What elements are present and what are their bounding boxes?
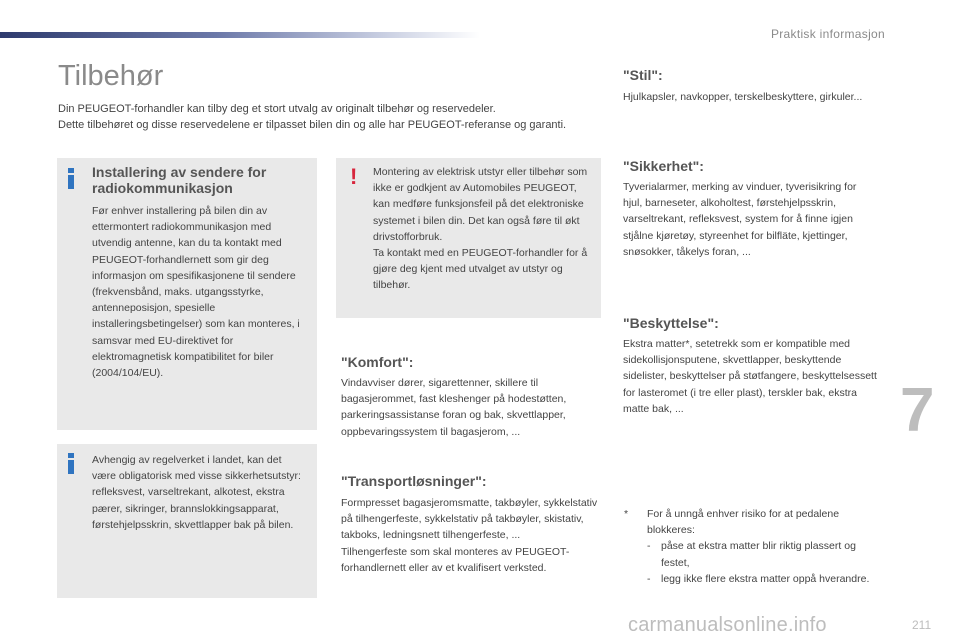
footnote-bullet — [647, 571, 884, 587]
intro-paragraph — [58, 101, 598, 133]
transport-text-2: Tilhengerfeste som skal monteres av PEUGEOT-forhandlernett eller av et kvalifisert verksted. — [341, 545, 570, 574]
exclamation-icon: ! — [350, 164, 358, 189]
page-number: 211 — [912, 618, 932, 632]
sikkerhet-text: Tyverialarmer, merking av vinduer, tyverisikring for hjul, barneseter, alkoholtest, førstehjelpsskrin, varseltrekant, refleksvest, system for å finne igjen stjålne kjøretøy, styreenhet for bilfläte, kjettinger, snøsokker, tåkelys foran, ... — [623, 181, 857, 258]
bullet-dash: - — [647, 540, 651, 553]
section-label: Praktisk informasjon — [770, 27, 885, 41]
footnote-bullet-2: legg ikke flere ekstra matter oppå hverandre. — [661, 572, 870, 585]
watermark: carmanualsonline.info — [628, 614, 827, 636]
legal-text: Avhengig av regelverket i landet, kan det være obligatorisk med visse sikkerhetsutstyr: refleksvest, varseltrekant, alkotest, ekstra pærer, sikringer, brannslokkingsapparat, førstehjelpsskrin, skvettlapper bak på bilen. — [92, 454, 301, 531]
komfort-text: Vindavviser dører, sigarettenner, skillere til bagasjerommet, fast kleshenger på hodestøtten, parkeringsassistanse foran og bak, skvettlapper, oppbevaringssystem til bagasjerom, ... — [341, 377, 567, 438]
footnote-star: * — [624, 508, 629, 520]
chapter-number: 7 — [900, 376, 935, 445]
intro-line-1: Din PEUGEOT-forhandler kan tilby deg et stort utvalg av originalt tilbehør og reservedeler. — [58, 103, 496, 115]
footnote-bullet-1: påse at ekstra matter blir riktig plassert og festet, — [661, 540, 856, 569]
stil-heading: "Stil": — [623, 67, 663, 83]
header-gradient-bar — [0, 32, 480, 38]
sikkerhet-heading: "Sikkerhet": — [623, 158, 704, 174]
footnote-text: For å unngå enhver risiko for at pedalene blokkeres: — [647, 508, 840, 537]
transport-heading: "Transportløsninger": — [341, 473, 487, 489]
footnote-bullet — [647, 538, 884, 570]
warning-text-1: Montering av elektrisk utstyr eller tilbehør som ikke er godkjent av Automobiles PEUGEOT, kan medføre funksjonsfeil på det elektroniske systemet i bilen din. Det kan også føre til økt drivstofforbruk. — [373, 166, 588, 243]
beskyttelse-heading: "Beskyttelse": — [623, 315, 719, 331]
footnote — [624, 506, 884, 587]
installation-text: Før enhver installering på bilen din av ettermontert radiokommunikasjon med utvendig antenne, kan du ta kontakt med PEUGEOT-forhandlernett som gir deg informasjon om spesifikasjonene til sendere (frekvensbånd, maks. utgangsstyrke, antenneposisjon, spesielle installeringsbetingelser) som kan monteres, i samsvar med EU-direktivet for elektromagnetisk kompatibilitet for biler (2004/104/EU). — [92, 205, 300, 380]
intro-line-2: Dette tilbehøret og disse reservedelene er tilpasset bilen din og alle har PEUGEOT-referanse og garanti. — [58, 119, 567, 131]
stil-text: Hjulkapsler, navkopper, terskelbeskyttere, girkuler... — [623, 91, 863, 103]
warning-text-2: Ta kontakt med en PEUGEOT-forhandler for å gjøre deg kjent med utvalget av utstyr og tilbehør. — [373, 247, 588, 292]
komfort-heading: "Komfort": — [341, 354, 414, 370]
transport-text — [341, 495, 599, 576]
installation-heading: Installering av sendere for radiokommunikasjon — [92, 164, 267, 196]
page-title: Tilbehør — [58, 60, 164, 92]
warning-text — [373, 164, 593, 294]
transport-text-1: Formpresset bagasjeromsmatte, takbøyler, sykkelstativ på tilhengerfeste, sykkelstativ på takbøyler, skistativ, takboks, ledningsnett tilhengerfeste, ... — [341, 497, 598, 542]
bullet-dash: - — [647, 572, 651, 585]
beskyttelse-text: Ekstra matter*, setetrekk som er kompatible med sidekollisjonsputene, skvettlapper, beskyttende sidelister, beskyttelser på støtfangere, beskyttelsessett for lasteromet (i tre eller plast), terskler bak, ekstra matte bak, ... — [623, 338, 877, 415]
